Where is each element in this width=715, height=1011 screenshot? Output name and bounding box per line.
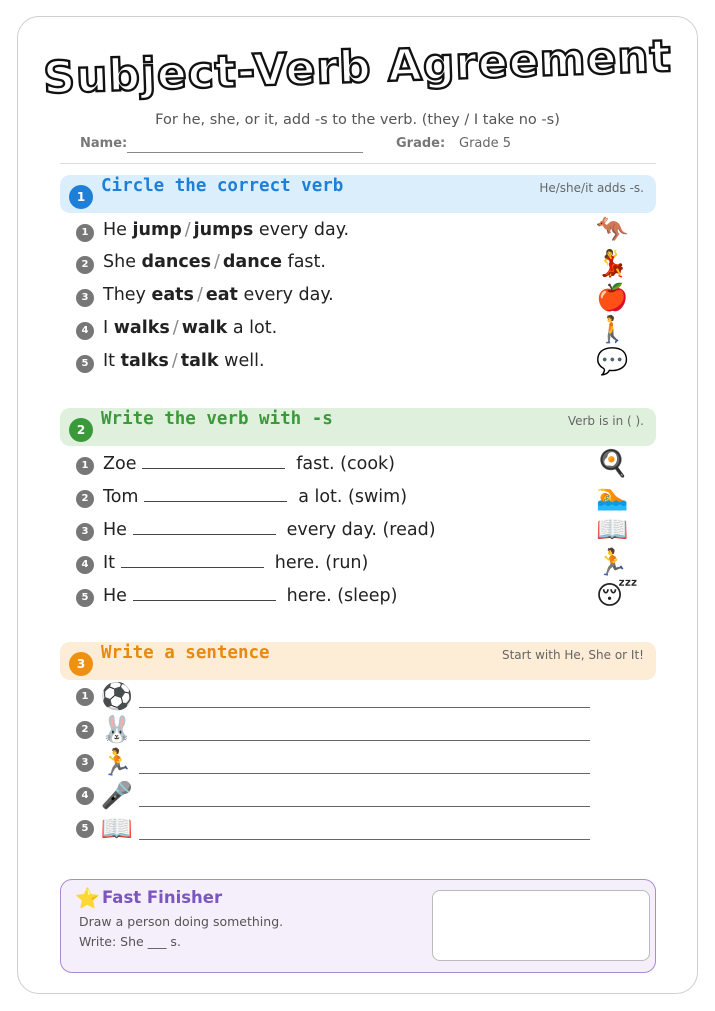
- option-separator: /: [171, 351, 178, 371]
- item-number: 5: [76, 589, 94, 607]
- section-3-header: [60, 642, 656, 680]
- option-separator: /: [196, 285, 203, 305]
- item-rest: a lot. (swim): [298, 487, 408, 507]
- swimmer-icon: 🏊: [596, 482, 629, 512]
- book-icon: 📖: [100, 814, 134, 844]
- verb-option-2[interactable]: eat: [205, 285, 238, 305]
- microphone-icon: 🎤: [100, 781, 134, 811]
- grade-value: Grade 5: [459, 136, 512, 151]
- answer-blank[interactable]: [121, 552, 264, 568]
- option-separator: /: [214, 252, 220, 272]
- answer-blank[interactable]: [133, 519, 276, 535]
- item-number: 4: [76, 556, 94, 574]
- answer-blank[interactable]: [142, 453, 285, 469]
- item-number: 3: [76, 523, 94, 541]
- verb-option-1[interactable]: jump: [132, 220, 182, 240]
- walking-person-icon: 🚶: [596, 315, 629, 345]
- item-subject: They: [103, 285, 146, 305]
- kangaroo-icon: 🦘: [596, 215, 629, 245]
- item-sentence: [103, 318, 277, 338]
- fill-in-item: [76, 486, 636, 510]
- verb-option-2[interactable]: jumps: [193, 220, 254, 240]
- runner-icon: 🏃: [100, 748, 134, 778]
- writing-line[interactable]: [139, 806, 590, 807]
- section-2-title: Write the verb with -s: [101, 409, 333, 429]
- item-number: 2: [76, 721, 94, 739]
- section-1-header: [60, 175, 656, 213]
- fast-finisher-box: [60, 879, 656, 973]
- item-subject: I: [103, 318, 109, 338]
- name-field[interactable]: [127, 152, 363, 153]
- item-subject: He: [103, 586, 127, 606]
- item-rest: fast. (cook): [296, 454, 396, 474]
- section-2-header: [60, 408, 656, 446]
- item-rest: every day.: [243, 285, 334, 305]
- item-sentence: [103, 285, 334, 305]
- item-rest: a lot.: [232, 318, 278, 338]
- fill-in-item: [76, 552, 636, 576]
- verb-option-2[interactable]: talk: [180, 351, 219, 371]
- item-sentence: [103, 453, 395, 474]
- item-number: 5: [76, 820, 94, 838]
- fill-in-item: [76, 585, 636, 609]
- item-rest: well.: [224, 351, 265, 371]
- sleeping-face-icon: 😴: [596, 581, 638, 611]
- item-subject: Tom: [103, 487, 139, 507]
- answer-blank[interactable]: [144, 486, 287, 502]
- item-sentence: [103, 519, 436, 540]
- fast-finisher-title: Fast Finisher: [102, 888, 223, 907]
- grade-label: Grade:: [396, 136, 446, 151]
- item-sentence: [103, 351, 265, 371]
- sentence-item: [76, 715, 596, 745]
- runner-icon: 🏃: [596, 548, 629, 578]
- item-number: 4: [76, 787, 94, 805]
- item-subject: She: [103, 252, 136, 272]
- book-icon: 📖: [596, 515, 629, 545]
- answer-blank[interactable]: [133, 585, 276, 601]
- sentence-item: [76, 682, 596, 712]
- verb-option-1[interactable]: eats: [151, 285, 194, 305]
- section-3-number: 3: [69, 652, 93, 676]
- writing-line[interactable]: [139, 707, 590, 708]
- item-sentence: [103, 585, 398, 606]
- rabbit-icon: 🐰: [100, 715, 134, 745]
- option-separator: /: [184, 220, 191, 240]
- verb-option-1[interactable]: dances: [141, 252, 211, 272]
- item-number: 1: [76, 457, 94, 475]
- verb-option-2[interactable]: dance: [222, 252, 282, 272]
- sentence-item: [76, 814, 596, 844]
- item-subject: It: [103, 351, 116, 371]
- item-rest: here. (run): [274, 553, 369, 573]
- item-rest: every day.: [258, 220, 350, 240]
- item-number: 5: [76, 355, 94, 373]
- header-divider: [60, 163, 656, 164]
- item-subject: He: [103, 220, 127, 240]
- item-subject: He: [103, 520, 127, 540]
- fast-finisher-instruction: Draw a person doing something.: [79, 914, 284, 929]
- fill-in-item: [76, 453, 636, 477]
- apple-icon: 🍎: [596, 283, 629, 313]
- sentence-item: [76, 748, 596, 778]
- item-number: 2: [76, 490, 94, 508]
- item-number: 3: [76, 289, 94, 307]
- item-number: 2: [76, 256, 94, 274]
- fill-in-item: [76, 519, 636, 543]
- section-2-hint: Verb is in ( ).: [567, 414, 644, 428]
- sentence-item: [76, 781, 596, 811]
- speech-bubble-icon: 💬: [596, 347, 629, 377]
- item-number: 1: [76, 224, 94, 242]
- frying-pan-icon: 🍳: [596, 449, 629, 479]
- circle-item: [76, 220, 636, 244]
- item-sentence: [103, 220, 349, 240]
- verb-option-1[interactable]: talks: [120, 351, 169, 371]
- writing-line[interactable]: [139, 839, 590, 840]
- section-1-hint: He/she/it adds -s.: [539, 181, 644, 195]
- section-1-title: Circle the correct verb: [101, 176, 344, 196]
- circle-item: [76, 252, 636, 276]
- item-rest: every day. (read): [286, 520, 436, 540]
- item-number: 3: [76, 754, 94, 772]
- item-sentence: [103, 252, 326, 272]
- item-rest: fast.: [287, 252, 326, 272]
- star-icon: ⭐: [75, 886, 100, 910]
- option-separator: /: [172, 318, 179, 338]
- circle-item: [76, 285, 636, 309]
- fast-finisher-prompt: Write: She ___ s.: [79, 934, 181, 949]
- item-rest: here. (sleep): [286, 586, 398, 606]
- item-number: 4: [76, 322, 94, 340]
- section-3-title: Write a sentence: [101, 643, 270, 663]
- circle-item: [76, 351, 636, 375]
- verb-option-1[interactable]: walks: [113, 318, 170, 338]
- page-subtitle: For he, she, or it, add -s to the verb. (they / I take no -s): [155, 112, 560, 128]
- section-1-number: 1: [69, 185, 93, 209]
- name-label: Name:: [80, 136, 128, 151]
- page-title: Subject-Verb Agreement: [42, 31, 673, 104]
- verb-option-2[interactable]: walk: [181, 318, 228, 338]
- writing-line[interactable]: [139, 740, 590, 741]
- item-sentence: [103, 486, 407, 507]
- item-sentence: [103, 552, 368, 573]
- drawing-box[interactable]: [432, 890, 650, 961]
- dancer-icon: 💃: [596, 249, 629, 279]
- item-number: 1: [76, 688, 94, 706]
- item-subject: It: [103, 553, 116, 573]
- section-2-number: 2: [69, 418, 93, 442]
- writing-line[interactable]: [139, 773, 590, 774]
- section-3-hint: Start with He, She or It!: [501, 648, 644, 662]
- item-subject: Zoe: [103, 454, 137, 474]
- soccer-ball-icon: ⚽: [100, 682, 134, 712]
- circle-item: [76, 318, 636, 342]
